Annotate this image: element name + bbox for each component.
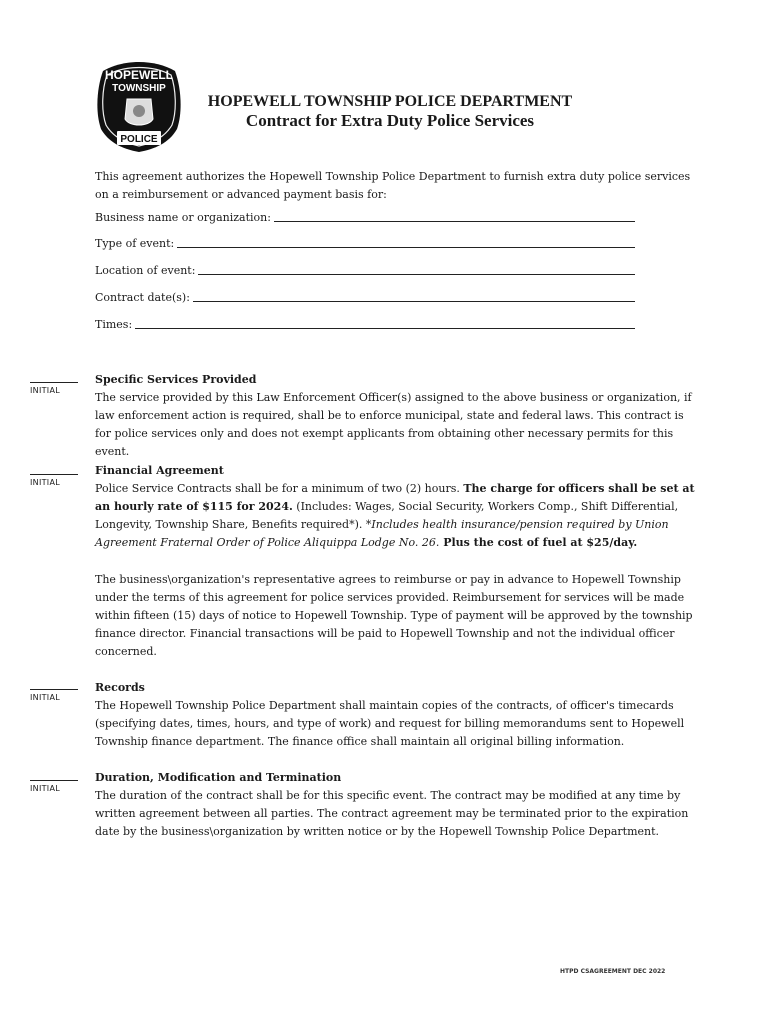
section-body: The duration of the contract shall be for this specific event. The contract may be modified at any time by written agreement between all parties. The contract agreement may be terminated prior to the expiration date by the business\organization by written notice or by the Hopewell Township Police Department.: [95, 789, 689, 838]
badge-top-text: HOPEWELL: [105, 68, 173, 82]
financial-rate: The charge for officers shall be set at an hourly rate of $115 for 2024.: [95, 482, 695, 513]
times-label: Times:: [95, 318, 133, 331]
badge-mid-text: TOWNSHIP: [112, 83, 166, 94]
section-title: Specific Services Provided: [95, 373, 257, 386]
initial-line-3[interactable]: INITIAL: [30, 689, 78, 702]
section-title: Duration, Modification and Termination: [95, 771, 342, 784]
section-duration: [95, 769, 695, 841]
initial-line-1[interactable]: INITIAL: [30, 382, 78, 395]
section-specific-services: [95, 371, 695, 461]
badge-bottom-text: POLICE: [120, 134, 158, 145]
initial-line-4[interactable]: INITIAL: [30, 780, 78, 793]
business-name-label: Business name or organization:: [95, 211, 271, 224]
financial-fuel: Plus the cost of fuel at $25/day.: [439, 536, 638, 549]
document-title: HOPEWELL TOWNSHIP POLICE DEPARTMENT: [207, 93, 573, 110]
contract-dates-label: Contract date(s):: [95, 291, 190, 304]
section-body: [95, 480, 695, 552]
financial-body-1: Police Service Contracts shall be for a minimum of two (2) hours.: [95, 482, 464, 495]
section-financial-agreement: [95, 462, 695, 552]
section-body: The Hopewell Township Police Department shall maintain copies of the contracts, of officer's timecards (specifying dates, times, hours, and type of work) and request for billing memorandums sent to Hopewell Township finance department. The finance office shall maintain all original billing information.: [95, 699, 685, 748]
business-name-field[interactable]: [95, 210, 635, 224]
financial-paragraph-2: The business\organization's representative agrees to reimburse or pay in advance to Hopewell Township under the terms of this agreement for police services provided. Reimbursement for services will be made within fifteen (15) days of notice to Hopewell Township. Type of payment will be approved by the township finance director. Financial transactions will be paid to Hopewell Township and not the individual officer concerned.: [95, 573, 693, 658]
section-title: Records: [95, 681, 145, 694]
event-location-field[interactable]: [95, 263, 635, 277]
contract-dates-field[interactable]: [95, 290, 635, 304]
event-type-field[interactable]: [95, 236, 635, 250]
footer-code: HTPD CSAGREEMENT DEC 2022: [560, 968, 666, 975]
initial-line-2[interactable]: INITIAL: [30, 474, 78, 487]
times-field[interactable]: [95, 317, 635, 331]
financial-footnote: *Includes health insurance/pension required by Union Agreement Fraternal Order of Police Aliquippa Lodge No. 26.: [95, 518, 669, 549]
section-body: The service provided by this Law Enforcement Officer(s) assigned to the above business or organization, if law enforcement action is required, shall be to enforce municipal, state and federal laws. This contract is for police services only and does not exempt applicants from obtaining other necessary permits for this event.: [95, 391, 692, 458]
section-title: Financial Agreement: [95, 464, 224, 477]
document-subtitle: Contract for Extra Duty Police Services: [245, 111, 535, 130]
financial-body-2: (Includes: Wages, Social Security, Workers Comp., Shift Differential, Longevity, Township Share, Benefits required*).: [95, 500, 679, 531]
intro-paragraph: This agreement authorizes the Hopewell Township Police Department to furnish extra duty police services on a reimbursement or advanced payment basis for:: [95, 170, 691, 201]
section-records: [95, 679, 695, 751]
event-type-label: Type of event:: [95, 237, 175, 250]
event-location-label: Location of event:: [95, 264, 196, 277]
